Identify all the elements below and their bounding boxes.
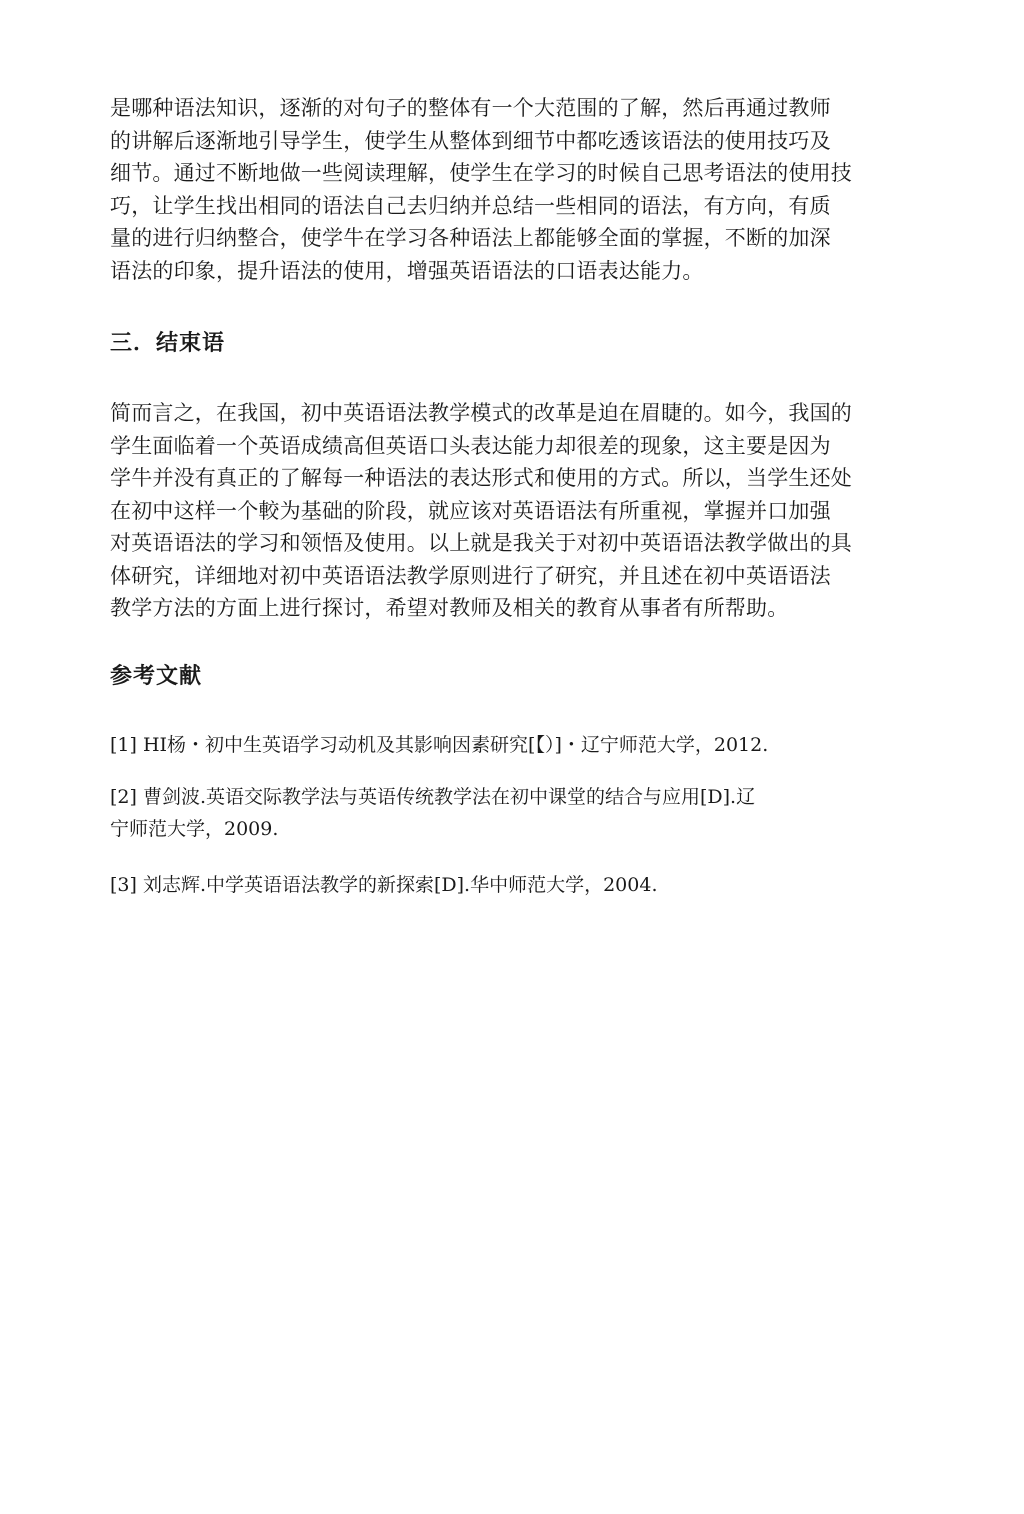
text-line: 细节。通过不断地做一些阅读理解，使学生在学习的时候自己思考语法的使用技: [110, 161, 852, 185]
text-line: 学牛并没有真正的了解每一种语法的表达形式和使用的方式。所以，当学生还处: [110, 466, 852, 490]
reference-item-3: [110, 869, 900, 901]
text-line: 巧，让学生找出相同的语法自己去归纳并总结一些相同的语法，有方向，有质: [110, 193, 831, 218]
text-line: 是哪种语法知识，逐渐的对句子的整体有一个大范围的了解，然后再通过教师: [110, 96, 831, 120]
text-line: 对英语语法的学习和领悟及使用。以上就是我关于对初中英语语法教学做出的具: [110, 531, 852, 555]
reference-line: [2] 曹剑波.英语交际教学法与英语传统教学法在初中课堂的结合与应用[D].辽: [110, 785, 756, 808]
references-heading: 参考文献: [110, 662, 203, 689]
reference-item-1: [110, 729, 900, 761]
reference-item-2: [110, 781, 900, 845]
reference-line: 宁师范大学，2009.: [110, 817, 279, 840]
text-line: 体研究，详细地对初中英语语法教学原则进行了研究，并且述在初中英语语法: [110, 563, 831, 588]
body-paragraph-1: [110, 92, 900, 287]
section-heading-conclusion: 三．结束语: [110, 330, 226, 356]
text-line: 在初中这样一个較为基础的阶段，就应该对英语语法有所重视，掌握并口加强: [110, 498, 831, 523]
reference-line: [1] HI杨・初中生英语学习动机及其影响因素研究[【）]・辽宁师范大学，2012.: [110, 733, 769, 756]
text-line: 简而言之，在我国，初中英语语法教学模式的改革是迫在眉睫的。如今，我国的: [110, 401, 852, 425]
body-paragraph-2: [110, 397, 900, 625]
text-line: 语法的印象，提升语法的使用，增强英语语法的口语表达能力。: [110, 258, 704, 283]
text-line: 教学方法的方面上进行探讨，希望对教师及相关的教育从事者有所帮助。: [110, 596, 789, 620]
text-line: 量的进行归纳整合，使学牛在学习各种语法上都能够全面的掌握，不断的加深: [110, 226, 831, 250]
document-page: [110, 92, 900, 901]
text-line: 学生面临着一个英语成绩高但英语口头表达能力却很差的现象，这主要是因为: [110, 433, 831, 458]
text-line: 的讲解后逐渐地引导学生，使学生从整体到细节中都吃透该语法的使用技巧及: [110, 128, 831, 153]
reference-line: [3] 刘志辉.中学英语语法教学的新探索[D].华中师范大学，2004.: [110, 873, 658, 896]
